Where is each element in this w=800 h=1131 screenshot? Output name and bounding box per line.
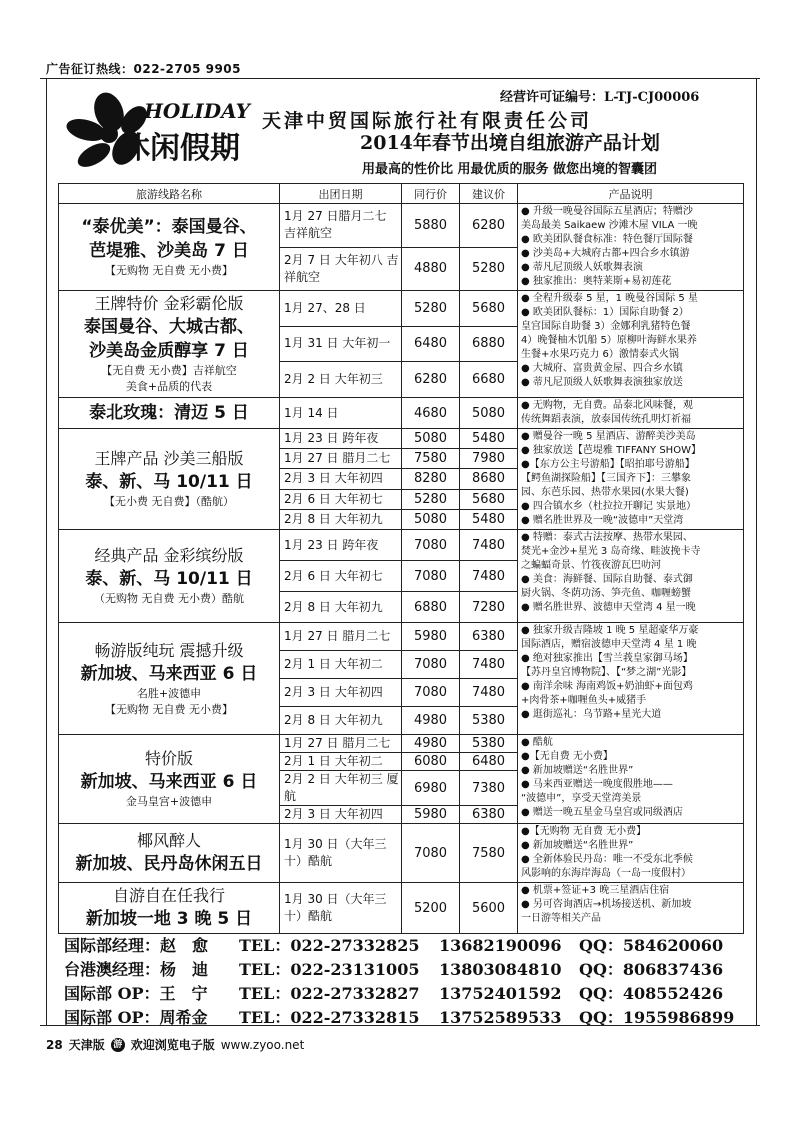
departure-date: 2月 3 日 大年初四 [280,806,402,824]
trade-price: 5080 [402,509,460,529]
suggested-price: 5380 [460,735,518,753]
departure-date: 2月 6 日 大年初七 [280,561,402,592]
description-line: 之蝙蝠奇景、竹筏夜游瓦巴叻河 [521,560,661,571]
suggested-price: 6880 [460,326,518,362]
header-date: 出团日期 [280,184,402,204]
trade-price: 4680 [402,398,460,429]
suggested-price: 5280 [460,247,518,291]
header-description: 产品说明 [518,184,744,204]
description-line: ● 升级一晚曼谷国际五星酒店；特赠沙 [521,206,693,217]
contact-row [64,1006,744,1030]
description-line: ● 全程升级泰 5 星，1 晚曼谷国际 5 星 [521,293,698,304]
departure-date: 1月 27、28 日 [280,291,402,327]
suggested-price: 6380 [460,623,518,651]
contact-row [64,934,744,958]
product-table [58,183,744,934]
departure-date: 1月 23 日 跨年夜 [280,429,402,449]
header-route: 旅游线路名称 [59,184,280,204]
departure-date: 1月 30 日（大年三十）酷航 [280,883,402,934]
product-description [518,429,744,530]
contact-qq: QQ：1955986899 [579,1008,735,1027]
suggested-price: 5680 [460,489,518,509]
contact-qq: QQ：408552426 [579,984,724,1003]
route-name-cell [59,623,280,735]
departure-date: 1月 27 日 腊月二七 [280,623,402,651]
description-line: ● 大城府、富贵黄金屋、四合乡水镇 [521,363,683,374]
edition: 天津版 [68,1038,105,1052]
route-title2: 泰、新、马 10/11 日 [85,472,253,492]
trade-price: 6880 [402,592,460,623]
route-title1: 经典产品 金彩缤纷版 [94,546,244,565]
product-description [518,623,744,735]
route-title1: 王牌特价 金彩霸伦版 [94,294,244,313]
description-line: 生餐+水果巧克力 6）激情泰式火锅 [521,349,679,360]
trade-price: 4980 [402,707,460,735]
suggested-price: 5600 [460,883,518,934]
description-line: ● 四合镇水乡（杜拉拉开聊记 实景地） [521,501,697,512]
description-line: ● 赠名胜世界、波德申天堂湾 4 星一晚 [521,602,696,613]
suggested-price: 5480 [460,429,518,449]
product-description [518,398,744,429]
route-title2: 新加坡、民丹岛休闲五日 [75,854,263,874]
product-description [518,530,744,623]
table-header-row [59,184,744,204]
suggested-price: 6380 [460,806,518,824]
description-line: ● 赠曼谷一晚 5 星酒店、游醉美沙美岛 [521,431,696,442]
table-row [59,291,744,327]
table-row [59,883,744,934]
departure-date: 1月 27 日 腊月二七 [280,735,402,753]
suggested-price: 5480 [460,509,518,529]
departure-date: 2月 7 日 大年初八 吉祥航空 [280,247,402,291]
contact-mobile: 13682190096 [439,936,562,955]
suggested-price: 7380 [460,771,518,806]
table-row [59,735,744,753]
description-line: ● 酷航 [521,737,553,748]
description-line: ● 欧美团队餐食标准：特色餐厅国际餐 [521,234,693,245]
contact-row [64,982,744,1006]
trade-price: 4980 [402,735,460,753]
suggested-price: 5380 [460,707,518,735]
contact-qq: QQ：584620060 [579,936,724,955]
ad-hotline: 广告征订热线：022-2705 9905 [46,62,242,76]
route-title2: 新加坡、马来西亚 6 日 [80,772,258,792]
description-line: 园、东芭乐园、热带水果园(水果大餐) [521,487,689,498]
contact-role: 国际部 OP：王 宁 [64,984,208,1003]
departure-date: 2月 6 日 大年初七 [280,489,402,509]
suggested-price: 7980 [460,449,518,469]
route-title1: 自游自在任我行 [112,886,225,905]
route-title2: 泰、新、马 10/11 日 [85,569,253,589]
trade-price: 5080 [402,429,460,449]
table-row [59,623,744,651]
description-line: ● 欧美团队餐标：1）国际自助餐 2） [521,307,689,318]
route-sub: 【无自费 无小费】吉祥航空 [101,364,237,377]
trade-price: 5280 [402,291,460,327]
trade-price: 5980 [402,623,460,651]
footer [46,1036,304,1053]
departure-date: 1月 27 日 腊月二七 [280,449,402,469]
description-line: 厨火锅、冬荫功汤、笋壳鱼、咖喱螃蟹 [521,588,691,599]
description-line: ● 无购物，无自费。品泰北风味餐，观 [521,400,693,411]
route-name-cell [59,883,280,934]
suggested-price: 7480 [460,530,518,561]
route-title2: 新加坡一地 3 晚 5 日 [85,909,253,929]
description-line: 4）晚餐柚木饥船 5）原柳叶海鲜水果养 [521,335,697,346]
description-line: ● 机票+签证+3 晚三星酒店住宿 [521,885,670,896]
trade-price: 7080 [402,530,460,561]
description-line: 美岛最美 Saikaew 沙滩木屋 VILA 一晚 [521,220,698,231]
route-name-cell [59,204,280,291]
description-line: ● 新加坡赠送“名胜世界” [521,840,634,851]
description-line: ● 独家升级吉隆坡 1 晚 5 星超豪华万豪 [521,625,699,636]
description-line: +肉骨茶+咖喱鱼头+威猪手 [521,695,647,706]
trade-price: 5200 [402,883,460,934]
trade-price: 6980 [402,771,460,806]
trade-price: 7080 [402,651,460,679]
slogan: 用最高的性价比 用最优质的服务 做您出境的智囊团 [362,162,658,177]
route-title1: “泰优美”：泰国曼谷、 [81,217,257,237]
description-line: ● 绝对独家推出【雪兰莪皇家御马场】 [521,653,693,664]
route-title2: 泰国曼谷、大城古都、 [84,317,254,337]
departure-date: 2月 3 日 大年初四 [280,679,402,707]
description-line: 一日游等相关产品 [521,913,601,924]
route-sub: （无购物 无自费 无小费）酷航 [94,592,244,605]
departure-date: 1月 23 日 跨年夜 [280,530,402,561]
product-description [518,204,744,291]
contact-mobile: 13752589533 [439,1008,562,1027]
departure-date: 2月 1 日 大年初二 [280,651,402,679]
product-description [518,824,744,883]
footer-url[interactable]: www.zyoo.net [220,1037,305,1052]
suggested-price: 5680 [460,291,518,327]
departure-date: 2月 2 日 大年初三 [280,362,402,398]
table-row [59,824,744,883]
contact-row [64,958,744,982]
route-name-cell [59,291,280,398]
route-name-cell [59,398,280,429]
description-line: ● 独家推出：奥特莱斯+易初莲花 [521,276,672,287]
holiday-logo [64,90,254,180]
page-number: 28 [46,1037,63,1052]
table-row [59,530,744,561]
footer-text: 欢迎浏览电子版 [130,1038,215,1052]
description-line: ● 特赠：泰式古法按摩、热带水果园、 [521,532,693,543]
description-line: ● 蒂凡尼顶级人妖歌舞表演独家放送 [521,377,683,388]
route-title2: 新加坡、马来西亚 6 日 [80,663,258,684]
departure-date: 2月 8 日 大年初九 [280,707,402,735]
logo-holiday-text: HOLIDAY [144,99,250,123]
description-line: ● 新加坡赠送“名胜世界” [521,765,634,776]
description-line: ● 南洋余味 海南鸡饭+奶油虾+面包鸡 [521,681,693,692]
suggested-price: 7480 [460,679,518,707]
departure-date: 2月 8 日 大年初九 [280,592,402,623]
description-line: ● 逛街巡礼：乌节路+星光大道 [521,709,662,720]
product-description [518,291,744,398]
suggested-price: 5080 [460,398,518,429]
description-line: 国际酒店，赠宿波德申天堂湾 4 星 1 晚 [521,639,697,650]
suggested-price: 7580 [460,824,518,883]
contact-role: 台港澳经理：杨 迪 [64,960,209,979]
description-line: ● 全新体验民丹岛：唯一不受东北季候 [521,854,693,865]
departure-date: 1月 14 日 [280,398,402,429]
route-sub: 【无购物 无自费 无小费】 [105,264,233,277]
product-description [518,735,744,824]
route-title1: 椰风醉人 [136,831,201,850]
departure-date: 2月 8 日 大年初九 [280,509,402,529]
description-line: ●【无购物 无自费 无小费】 [521,826,647,837]
route-sub: 名胜+波德申 [136,686,202,700]
trade-price: 7080 [402,824,460,883]
description-line: ● 独家放送【芭堤雅 TIFFANY SHOW】 [521,445,701,456]
suggested-price: 7280 [460,592,518,623]
suggested-price: 7480 [460,561,518,592]
description-line: ● 另可咨询酒店→机场接送机、新加坡 [521,899,692,910]
plan-title: 2014年春节出境自组旅游产品计划 [360,132,660,154]
description-line: ●【无自费 无小费】 [521,751,613,762]
license-number: 经营许可证编号：L-TJ-CJ00006 [500,90,700,105]
route-title1: 特价版 [144,749,193,768]
suggested-price: 6480 [460,753,518,771]
header-suggested-price: 建议价 [460,184,518,204]
description-line: ●【东方公主号游船】【昭拍耶号游船】 [521,459,695,470]
trade-price: 5880 [402,204,460,248]
route-title3: 沙美岛金质醇享 7 日 [89,341,249,361]
bottom-divider [40,1025,760,1026]
contact-mobile: 13752401592 [439,984,562,1003]
route-name-cell [59,530,280,623]
departure-date: 2月 1 日 大年初二 [280,753,402,771]
route-sub: 金马皇宫+波德申 [125,795,213,808]
description-line: ● 赠名胜世界及一晚“波德申”天堂湾 [521,515,684,526]
badge-icon: 游 [111,1038,125,1052]
route-sub2: 【无购物 无自费 无小费】 [105,702,233,716]
trade-price: 4880 [402,247,460,291]
description-line: 皇宫国际自助餐 3）金娜利乳猪特色餐 [521,321,691,332]
table-row [59,398,744,429]
route-sub: 【无小费 无自费】（酷航） [104,495,234,508]
departure-date: 1月 30 日（大年三十）酷航 [280,824,402,883]
contact-mobile: 13803084810 [439,960,562,979]
contacts [64,934,744,1030]
suggested-price: 8680 [460,469,518,489]
header-trade-price: 同行价 [402,184,460,204]
company-name: 天津中贸国际旅行社有限责任公司 [262,110,593,132]
trade-price: 7080 [402,561,460,592]
description-line: “波德申”，享受天堂湾美景 [521,793,642,804]
description-line: ● 赠送一晚五星金马皇宫或同级酒店 [521,807,683,818]
departure-date: 1月 31 日 大年初一 [280,326,402,362]
departure-date: 1月 27 日腊月二七 吉祥航空 [280,204,402,248]
suggested-price: 7480 [460,651,518,679]
product-description [518,883,744,934]
route-title1: 泰北玫瑰：清迈 5 日 [89,403,249,423]
contact-tel: TEL：022-27332825 [239,936,420,955]
route-title1: 王牌产品 沙美三船版 [94,449,244,468]
description-line: 【鳄鱼湖探险船】【三国齐下】：三攀象 [521,473,691,484]
contact-tel: TEL：022-23131005 [239,960,420,979]
contact-role: 国际部经理：赵 愈 [64,936,209,955]
route-title2: 芭堤雅、沙美岛 7 日 [89,241,249,261]
contact-qq: QQ：806837436 [579,960,724,979]
route-sub2: 美食+品质的代表 [125,380,213,393]
route-name-cell [59,735,280,824]
departure-date: 2月 2 日 大年初三 厦航 [280,771,402,806]
suggested-price: 6680 [460,362,518,398]
table-row [59,204,744,248]
route-title1: 畅游版纯玩 震撼升级 [94,640,244,660]
description-line: ● 马来西亚赠送一晚度假胜地—— [521,779,673,790]
description-line: 风影响的东海岸海岛（一岛一度假村） [521,868,691,879]
contact-tel: TEL：022-27332815 [239,1008,420,1027]
description-line: 焚光+金沙+星光 3 岛奇缘、畦波挽卡寺 [521,546,701,557]
route-name-cell [59,429,280,530]
route-name-cell [59,824,280,883]
description-line: ● 沙美岛+大城府古都+四合乡水镇游 [521,248,690,259]
trade-price: 7080 [402,679,460,707]
trade-price: 6280 [402,362,460,398]
contact-role: 国际部 OP：周希金 [64,1008,208,1027]
trade-price: 8280 [402,469,460,489]
trade-price: 6080 [402,753,460,771]
departure-date: 2月 3 日 大年初四 [280,469,402,489]
trade-price: 5980 [402,806,460,824]
trade-price: 5280 [402,489,460,509]
suggested-price: 6280 [460,204,518,248]
contact-tel: TEL：022-27332827 [239,984,420,1003]
logo-cn-text: 休闲假期 [120,131,240,166]
description-line: 【苏丹皇宫博物院】、【“梦之湖”光影】 [521,667,692,678]
table-row [59,429,744,449]
description-line: ● 蒂凡尼顶级人妖歌舞表演 [521,262,643,273]
description-line: 传统舞蹈表演，放泰国传统孔明灯祈福 [521,414,691,425]
trade-price: 7580 [402,449,460,469]
trade-price: 6480 [402,326,460,362]
description-line: ● 美食：海鲜餐、国际自助餐、泰式御 [521,574,693,585]
